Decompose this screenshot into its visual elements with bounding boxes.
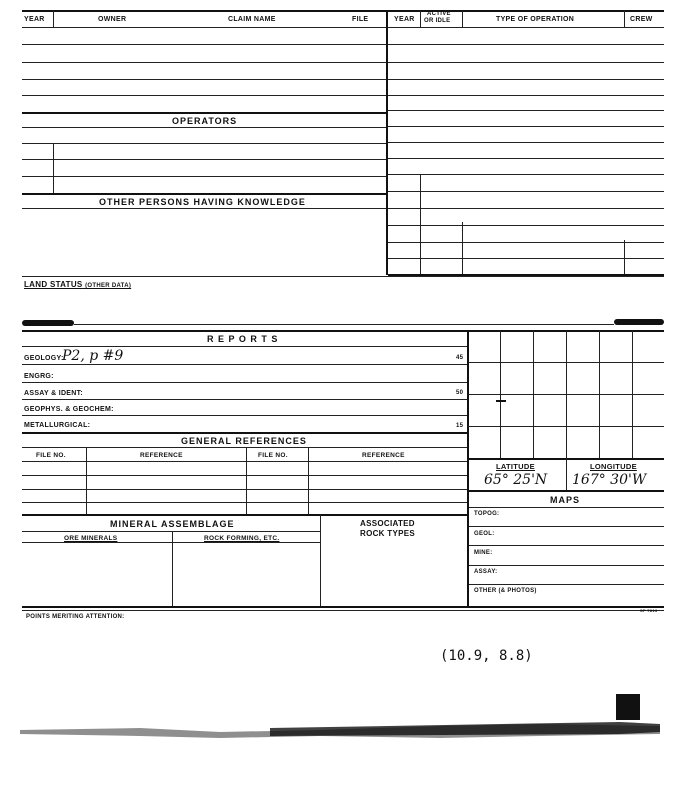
associated-rock-types-2: ROCK TYPES [360, 529, 416, 538]
metallurgical-label: METALLURGICAL: [24, 422, 91, 429]
reports-right-divider [467, 330, 469, 506]
operators-title: OPERATORS [172, 116, 238, 126]
header-type-of-operation: TYPE OF OPERATION [496, 16, 575, 23]
coordinates-note: (10.9, 8.8) [440, 648, 533, 664]
assay-label: ASSAY & IDENT: [24, 390, 84, 397]
header-claim-name: CLAIM NAME [228, 16, 276, 23]
maps-mine: MINE: [474, 550, 493, 556]
latitude-label: LATITUDE [496, 462, 535, 471]
maps-topog: TOPOG: [474, 511, 500, 517]
header-active: ACTIVE [427, 11, 451, 17]
geophys-label: GEOPHYS. & GEOCHEM: [24, 406, 114, 413]
points-meriting-attention: POINTS MERITING ATTENTION: [26, 614, 125, 620]
longitude-value: 167° 30'W [572, 472, 647, 488]
other-persons-title: OTHER PERSONS HAVING KNOWLEDGE [99, 197, 306, 207]
top-border [22, 10, 664, 12]
maps-other: OTHER (& PHOTOS) [474, 588, 537, 594]
ref-file-no-1: FILE NO. [36, 452, 66, 459]
header-owner: OWNER [98, 16, 127, 23]
header-file: FILE [352, 16, 369, 23]
general-references-title: GENERAL REFERENCES [181, 436, 307, 446]
maps-geol: GEOL: [474, 531, 495, 537]
land-status-label: LAND STATUS (OTHER DATA) [24, 280, 132, 289]
header-or-idle: OR IDLE [424, 18, 451, 24]
ref-reference-2: REFERENCE [362, 452, 405, 459]
header-crew: CREW [630, 16, 653, 23]
scan-smudge [20, 712, 670, 752]
engrg-label: ENGRG: [24, 373, 54, 380]
form-code: SP 7813 [640, 608, 658, 613]
ore-minerals-label: ORE MINERALS [64, 535, 118, 542]
reports-title: R E P O R T S [207, 334, 279, 344]
geology-value: P2, p #9 [62, 348, 124, 364]
header-year-2: YEAR [394, 16, 415, 23]
associated-rock-types-1: ASSOCIATED [360, 519, 415, 528]
geology-num: 45 [456, 355, 464, 361]
header-year: YEAR [24, 16, 45, 23]
ref-file-no-2: FILE NO. [258, 452, 288, 459]
assay-num: 50 [456, 390, 464, 396]
rock-forming-label: ROCK FORMING, ETC. [204, 535, 280, 542]
geology-label: GEOLOGY: [24, 355, 64, 362]
ref-reference-1: REFERENCE [140, 452, 183, 459]
latitude-value: 65° 25'N [484, 472, 548, 488]
maps-title: MAPS [550, 495, 581, 505]
mineral-assemblage-title: MINERAL ASSEMBLAGE [110, 519, 235, 529]
maps-assay: ASSAY: [474, 569, 498, 575]
metallurgical-num: 15 [456, 423, 464, 429]
longitude-label: LONGITUDE [590, 462, 637, 471]
